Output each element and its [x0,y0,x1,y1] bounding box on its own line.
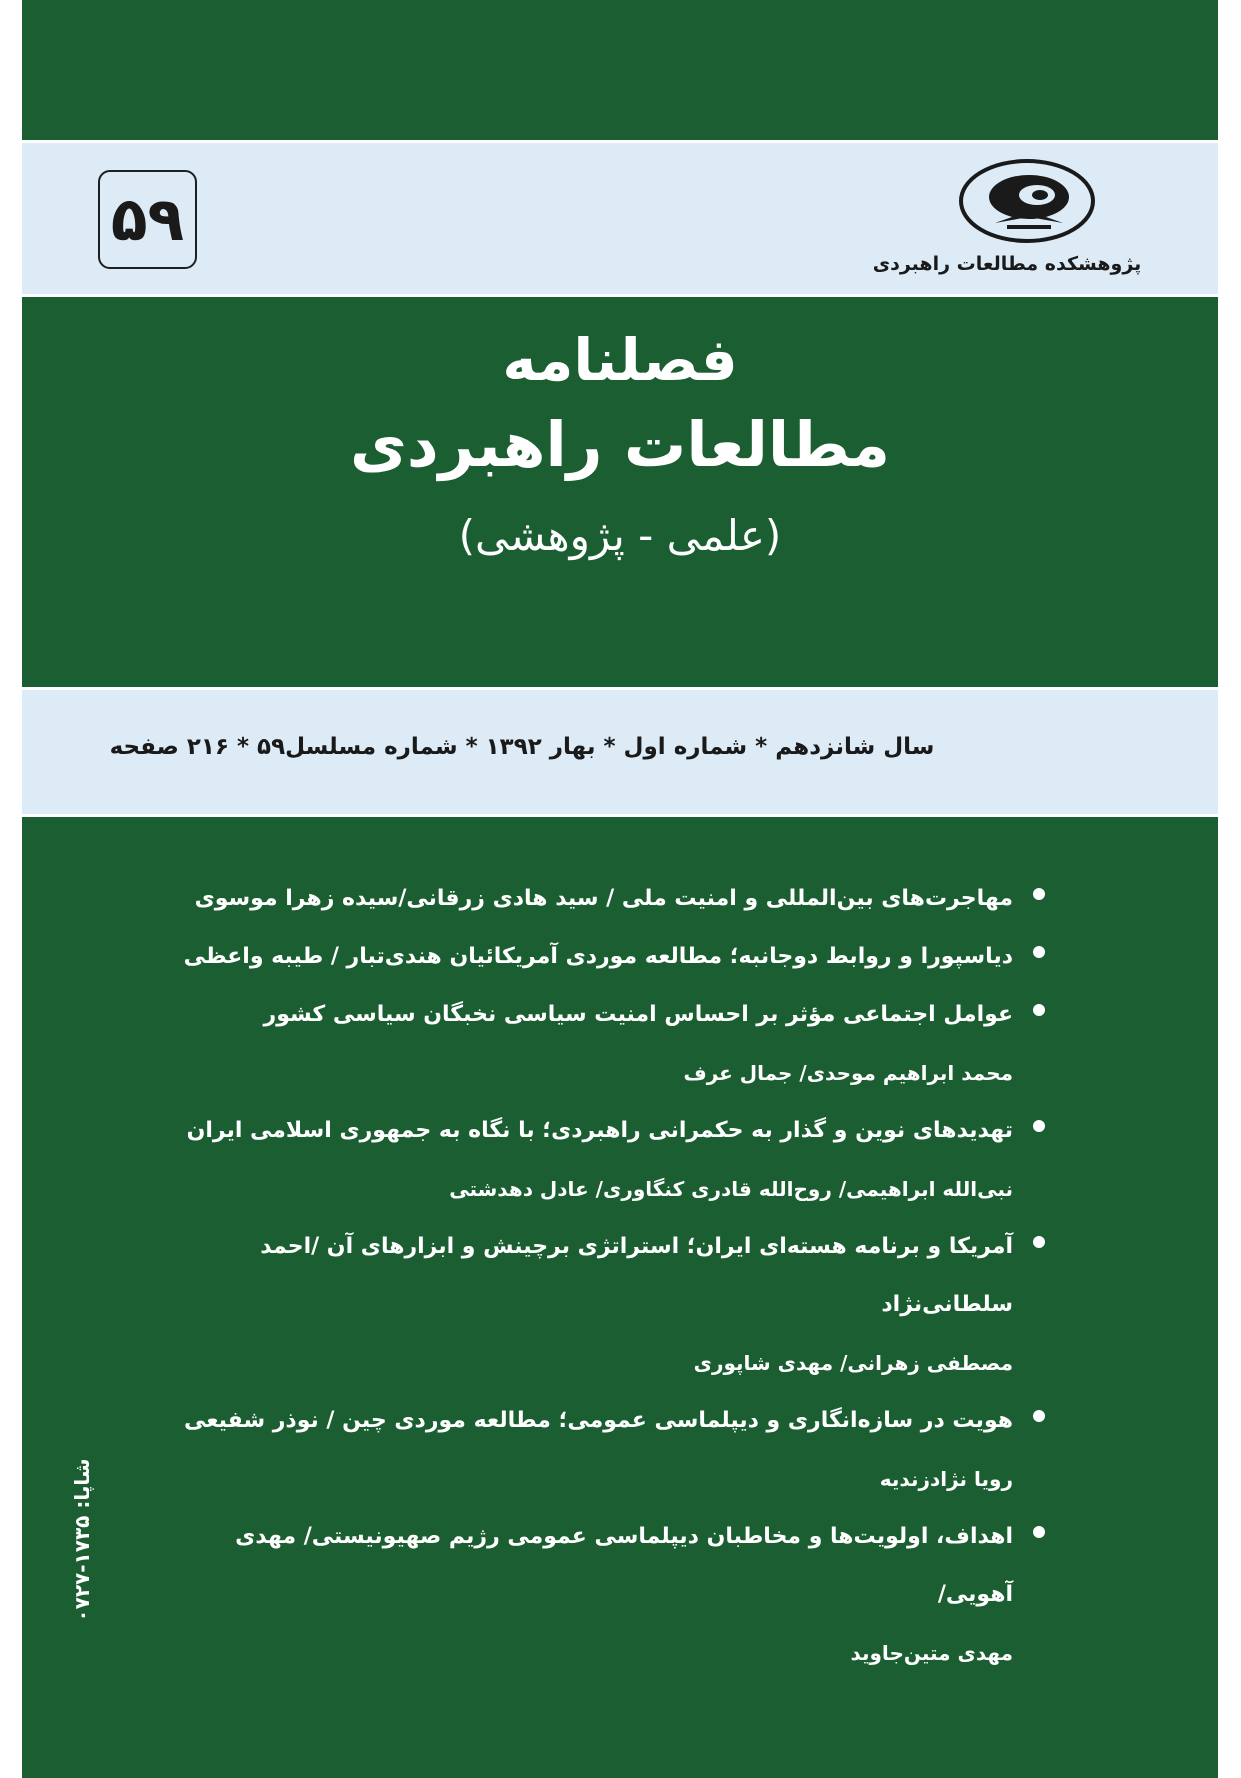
article-item [172,928,1047,986]
article-title: مهاجرت‌های بین‌المللی و امنیت ملی / سید هادی زرقانی/سیده زهرا موسوی [194,886,1013,911]
bullet-icon [1033,1120,1045,1132]
article-list [172,870,1047,1682]
bullet-icon [1033,1004,1045,1016]
journal-category: (علمی - پژوهشی) [458,511,782,560]
top-green-band [22,0,1218,140]
article-authors: محمد ابراهیم موحدی/ جمال عرف [683,1061,1013,1085]
article-item [172,870,1047,928]
issn-text: شاپا: ۱۷۳۵-۰۷۲۷ [70,1458,94,1622]
bullet-icon [1033,1526,1045,1538]
issue-number-box: ۵۹ [98,170,197,269]
journal-name-title: مطالعات راهبردی [350,408,890,481]
journal-title-block [22,320,1218,576]
bullet-icon [1033,1236,1045,1248]
article-title: آمریکا و برنامه هسته‌ای ایران؛ استراتژی برچینش و ابزارهای آن /احمد سلطانی‌نژاد [260,1234,1013,1317]
article-authors: مهدی متین‌جاوید [850,1641,1013,1665]
article-title: اهداف، اولویت‌ها و مخاطبان دیپلماسی عمومی رژیم صهیونیستی/ مهدی آهویی/ [235,1524,1013,1607]
issue-info-text: سال شانزدهم * شماره اول * بهار ۱۳۹۲ * شماره مسلسل۵۹ * ۲۱۶ صفحه [109,734,935,760]
article-authors: مصطفی زهرانی/ مهدی شاپوری [693,1351,1013,1375]
bullet-icon [1033,1410,1045,1422]
article-title: تهدیدهای نوین و گذار به حکمرانی راهبردی؛ با نگاه به جمهوری اسلامی ایران [186,1118,1013,1143]
article-item [172,1102,1047,1218]
institute-name: پژوهشکده مطالعات راهبردی [872,253,1142,275]
article-title: دیاسپورا و روابط دوجانبه؛ مطالعه موردی آمریکائیان هندی‌تبار / طیبه واعظی [183,944,1013,969]
header-band [22,140,1218,297]
article-item [172,1392,1047,1508]
article-title: عوامل اجتماعی مؤثر بر احساس امنیت سیاسی نخبگان سیاسی کشور [263,1002,1013,1027]
bullet-icon [1033,888,1045,900]
article-item [172,1218,1047,1392]
journal-type-title: فصلنامه [502,326,738,394]
bullet-icon [1033,946,1045,958]
article-title: هویت در سازه‌انگاری و دیپلماسی عمومی؛ مطالعه موردی چین / نوذر شفیعی [183,1408,1013,1433]
article-item [172,1508,1047,1682]
article-item [172,986,1047,1102]
article-authors: رویا نژادزندیه [879,1467,1013,1491]
issue-info-band [22,687,1218,817]
institute-logo-icon [947,153,1097,253]
journal-cover [22,0,1218,1778]
article-authors: نبی‌الله ابراهیمی/ روح‌الله قادری کنگاوری/ عادل دهدشتی [449,1177,1013,1201]
